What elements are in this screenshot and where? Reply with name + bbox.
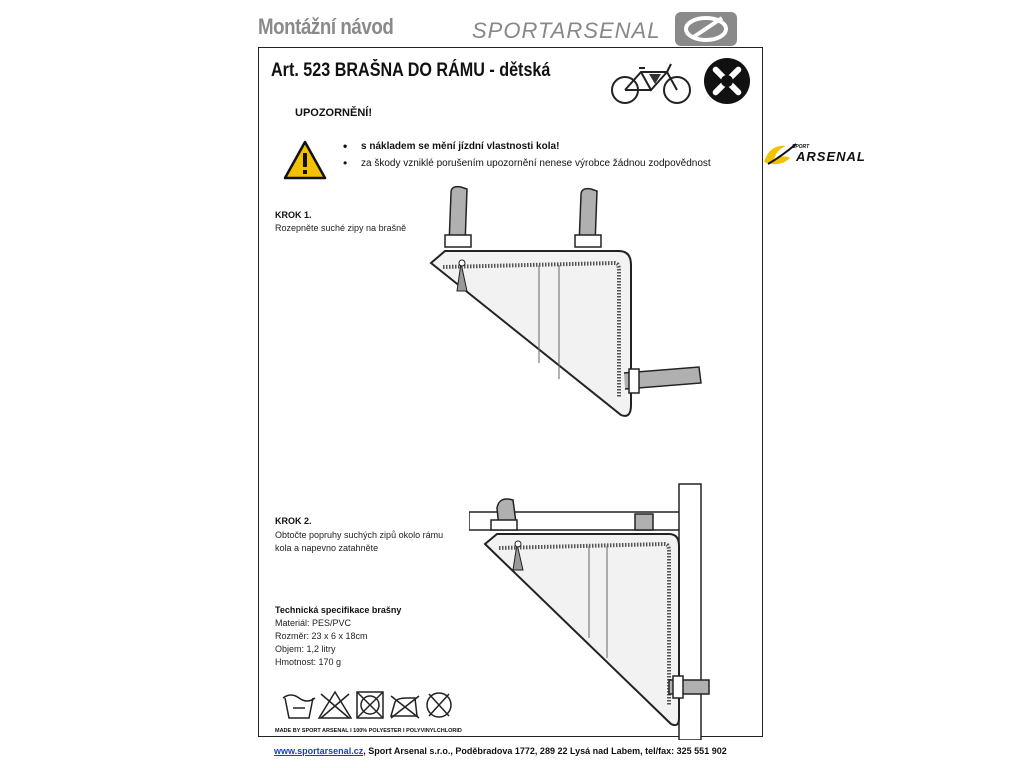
step-2-label: KROK 2. xyxy=(275,516,312,526)
side-brand-sport: SPORT xyxy=(792,144,810,150)
footer-company-info: , Sport Arsenal s.r.o., Poděbradova 1772, 289 22 Lysá nad Labem, tel/fax: 325 551 902 xyxy=(363,746,727,756)
instruction-sheet xyxy=(258,47,763,737)
washing-icon xyxy=(283,695,315,718)
step-1-label: KROK 1. xyxy=(275,210,312,220)
no-bleach-icon xyxy=(319,692,351,718)
no-tumble-dry-icon xyxy=(357,692,383,718)
spec-block xyxy=(275,604,401,669)
bicycle-icon xyxy=(609,56,693,106)
bag-illustration-step-1 xyxy=(409,183,709,443)
spec-line: Materiál: PES/PVC xyxy=(275,618,352,628)
no-dry-clean-icon xyxy=(427,693,451,717)
document-title: Art. 523 BRAŠNA DO RÁMU - dětská xyxy=(271,60,551,81)
step-2-text-line-2: kola a napevno zatahněte xyxy=(275,543,379,553)
spec-line: Rozměr: 23 x 6 x 18cm xyxy=(275,631,368,641)
side-brand-logo xyxy=(760,140,884,170)
warning-list xyxy=(341,138,711,172)
brand-logo-emblem xyxy=(470,8,742,48)
side-brand-arsenal: ARSENAL xyxy=(796,149,866,164)
warning-heading: UPOZORNĚNÍ! xyxy=(295,107,372,119)
spec-line: Objem: 1,2 litry xyxy=(275,644,336,654)
warning-item: • s nákladem se mění jízdní vlastnosti kola! xyxy=(341,138,711,155)
warning-item: • za škody vzniklé porušením upozornění nenese výrobce žádnou zodpovědnost xyxy=(341,155,711,172)
bag-illustration-step-2 xyxy=(469,478,724,740)
footer xyxy=(274,746,727,756)
warning-icon xyxy=(283,140,327,180)
footer-website-link[interactable]: www.sportarsenal.cz xyxy=(274,746,364,756)
step-2-text-line-1: Obtočte popruhy suchých zipů okolo rámu xyxy=(275,530,444,540)
brand-logo-text: SPORTARSENAL xyxy=(472,18,661,43)
care-note: MADE BY SPORT ARSENAL I 100% POLYESTER I POLYVINYLCHLORID xyxy=(275,728,462,734)
spec-line: Hmotnost: 170 g xyxy=(275,657,342,667)
care-icons xyxy=(281,688,456,722)
header-title: Montážní návod xyxy=(258,14,394,39)
spec-title: Technická specifikace brašny xyxy=(275,605,402,615)
brand-logo xyxy=(470,8,742,48)
step-1-text: Rozepněte suché zipy na brašně xyxy=(275,223,407,233)
no-iron-icon xyxy=(391,696,419,718)
tools-icon xyxy=(702,56,752,106)
